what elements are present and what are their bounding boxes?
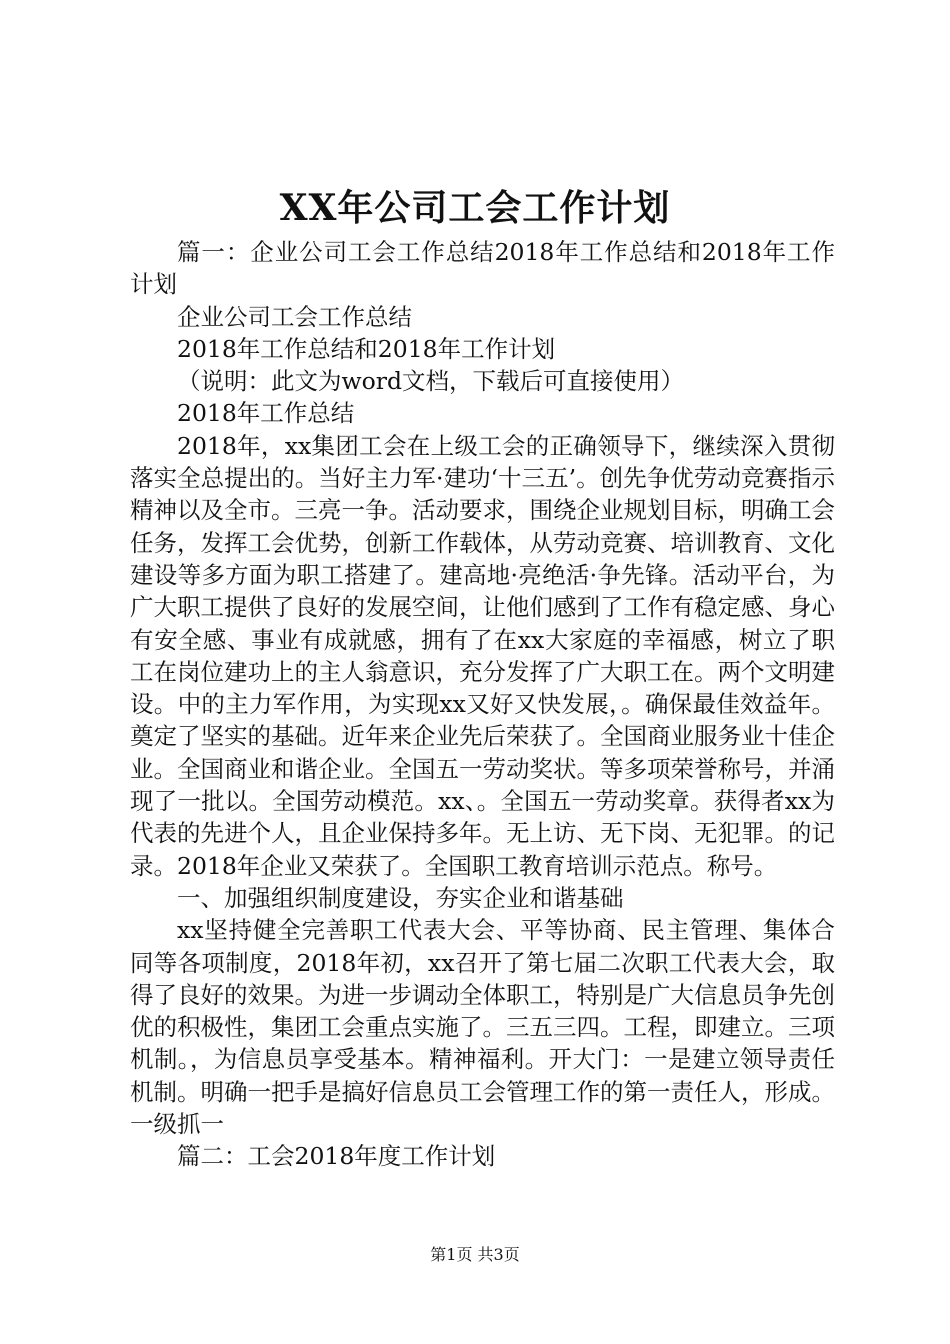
page-number-footer: 第1页 共3页 <box>430 1245 520 1264</box>
paragraph-part-two-heading: 篇二：工会2018年度工作计划 <box>177 1142 496 1171</box>
document-body <box>130 236 835 1173</box>
paragraph-section-heading: 2018年工作总结 <box>177 399 355 428</box>
paragraph-summary-body: 2018年，xx集团工会在上级工会的正确领导下，继续深入贯彻落实全总提出的。当好主力军·建功‘十三五’。创先争优劳动竞赛指示精神以及全市。三亮一争。活动要求，围绕企业规划目标，明确工会任务，发挥工会优势，创新工作载体，从劳动竞赛、培训教育、文化建设等多方面为职工搭建了。建高地·亮绝活·争先锋。活动平台，为广大职工提供了良好的发展空间，让他们感到了工作有稳定感、身心有安全感、事业有成就感，拥有了在xx大家庭的幸福感，树立了职工在岗位建功上的主人翁意识，充分发挥了广大职工在。两个文明建设。中的主力军作用，为实现xx又好又快发展，。确保最佳效益年。奠定了坚实的基础。近年来企业先后荣获了。全国商业服务业十佳企业。全国商业和谐企业。全国五一劳动奖状。等多项荣誉称号，并涌现了一批以。全国劳动模范。xx、。全国五一劳动奖章。获得者xx为代表的先进个人，且企业保持多年。无上访、无下岗、无犯罪。的记录。2018年企业又荣获了。全国职工教育培训示范点。称号。 <box>130 431 835 880</box>
paragraph-section-one-heading: 一、加强组织制度建设，夯实企业和谐基础 <box>177 883 624 912</box>
paragraph-part-one-heading: 篇一：企业公司工会工作总结2018年工作总结和2018年工作计划 <box>130 238 835 299</box>
paragraph-note: （说明：此文为word文档，下载后可直接使用） <box>177 367 685 396</box>
paragraph-section-one-body: xx坚持健全完善职工代表大会、平等协商、民主管理、集体合同等各项制度，2018年初，xx召开了第七届二次职工代表大会，取得了良好的效果。为进一步调动全体职工，特别是广大信息员争先创优的积极性，集团工会重点实施了。三五三四。工程，即建立。三项机制。，为信息员享受基本。精神福利。开大门：一是建立领导责任机制。明确一把手是搞好信息员工会管理工作的第一责任人，形成。一级抓一 <box>130 916 835 1139</box>
paragraph-subtitle-2: 2018年工作总结和2018年工作计划 <box>177 334 556 363</box>
paragraph-subtitle: 企业公司工会工作总结 <box>177 302 412 331</box>
document-title: XX年公司工会工作计划 <box>279 187 671 229</box>
